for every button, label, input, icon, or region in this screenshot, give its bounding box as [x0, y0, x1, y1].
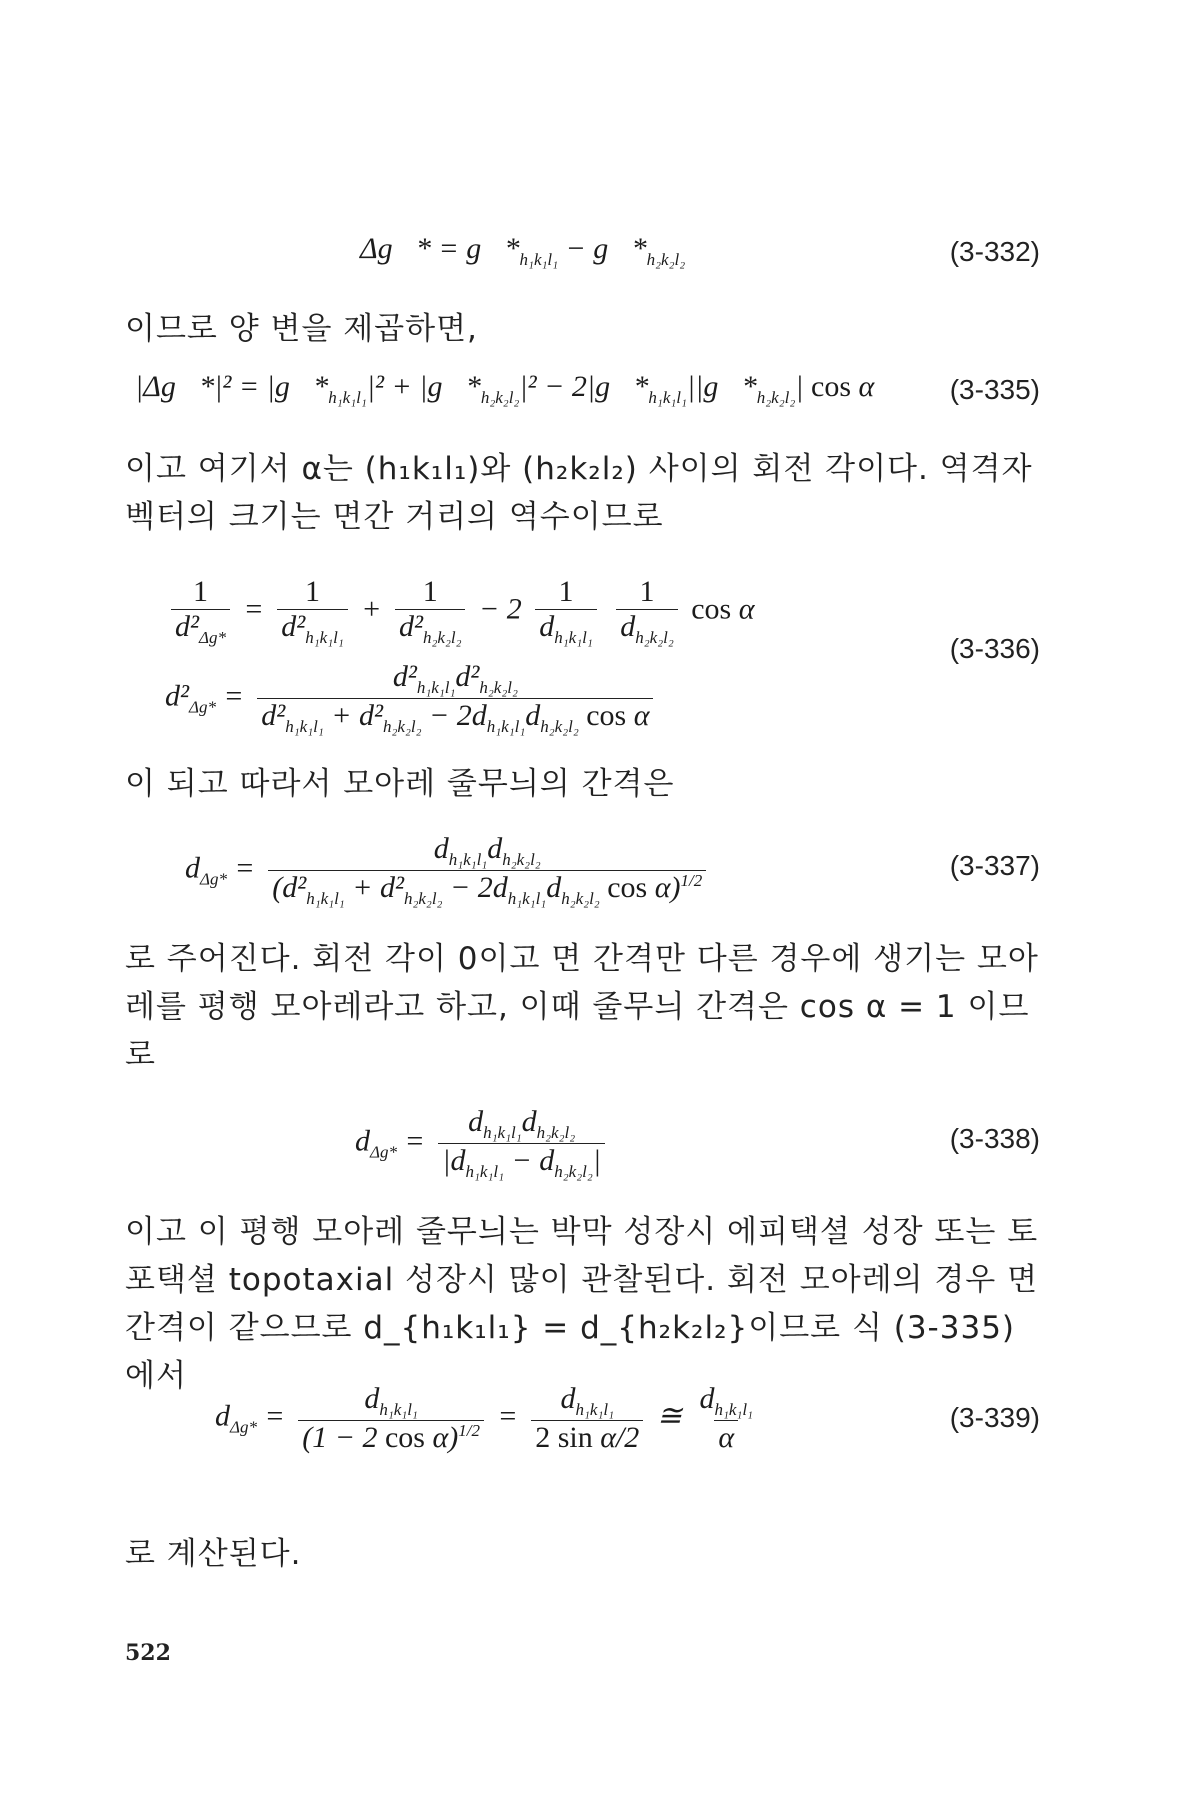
equation-3-336-row [125, 575, 1040, 735]
paragraph-3: 이 되고 따라서 모아레 줄무늬의 간격은 [125, 766, 675, 802]
equation-number: (3-339) [949, 1402, 1040, 1433]
equation-3-332: Δg⃗* = $g⃗*_{h_1k_1l_1}$ − $g⃗*_{h_2k_2l_2}$ [360, 232, 686, 269]
equation-number: (3-335) [949, 374, 1040, 405]
equation-3-338: $d_{\Delta g*}$ = $\frac{d_{h_1k_1l_1}d_{h_2k_2l_2}}{|d_{h_1k_1l_1} - d_{h_2k_2l_2}|}$ [355, 1105, 611, 1182]
equation-3-336a: $\frac{1}{d^2_{\Delta g*}}$ = $\frac{1}{d^2_{h_1k_1l_1}}$ + $\frac{1}{d^2_{h_2k_2l_2}}$ − 2 $\frac{1}{d_{h_1k_1l_1}}$ $\frac{1}{d_{h_2k_2l_2}}$ cos α [165, 575, 754, 648]
equation-3-337: $d_{\Delta g*}$ = $\frac{d_{h_1k_1l_1}d_{h_2k_2l_2}}{(d^2_{h_1k_1l_1} + d^2_{h_2k_2l_2} - 2d_{h_1k_1l_1}d_{h_2k_2l_2} \cos \alpha)^{1/2}}$ [185, 832, 712, 909]
paragraph-1: 이므로 양 변을 제곱하면, [125, 311, 478, 347]
equation-3-337-row [125, 832, 1040, 912]
equation-number: (3-338) [949, 1123, 1040, 1154]
page-number: 522 [125, 1640, 171, 1666]
equation-3-339: $d_{\Delta g*}$ = $\frac{d_{h_1k_1l_1}}{(1 - 2 \cos \alpha)^{1/2}}$ = $\frac{d_{h_1k_1l_1}}{\text{2 sin α/2}}$ ≅ $\frac{d_{h_1k_1l_1}}{\alpha}$ [215, 1382, 753, 1454]
paragraph-5: 이고 이 평행 모아레 줄무늬는 박막 성장시 에피택셜 성장 또는 토포택셜 topotaxial 성장시 많이 관찰된다. 회전 모아레의 경우 면 간격이 같으므로 d_{h₁k₁l₁} = d_{h₂k₂l₂}이므로 식 (3-335)에서 [125, 1214, 1039, 1394]
equation-3-335-row [125, 370, 1040, 420]
equation-3-332-row [125, 232, 1040, 282]
paragraph-6: 로 계산된다. [125, 1536, 302, 1572]
equation-3-335: |Δg⃗*|² = $|g⃗*_{h_1k_1l_1}|^2$ + $|g⃗*_{h_2k_2l_2}|^2$ − $2|g⃗*_{h_1k_1l_1}||g⃗*_{h_2k_2l_2}|$ cos α [135, 370, 875, 407]
equation-number: (3-336) [949, 633, 1040, 664]
equation-3-339-row [125, 1382, 1040, 1482]
paragraph-2: 이고 여기서 α는 (h₁k₁l₁)와 (h₂k₂l₂) 사이의 회전 각이다. 역격자 벡터의 크기는 면간 거리의 역수이므로 [125, 451, 1033, 535]
equation-3-338-row [125, 1105, 1040, 1185]
equation-number: (3-332) [949, 236, 1040, 267]
equation-number: (3-337) [949, 850, 1040, 881]
paragraph-4: 로 주어진다. 회전 각이 0이고 면 간격만 다른 경우에 생기는 모아레를 평행 모아레라고 하고, 이때 줄무늬 간격은 cos α = 1 이므로 [125, 941, 1039, 1073]
equation-3-336b: $d^2_{\Delta g*}$ = $\frac{d^2_{h_1k_1l_1}d^2_{h_2k_2l_2}}{d^2_{h_1k_1l_1} + d^2_{h_2k_2l_2} - 2d_{h_1k_1l_1}d_{h_2k_2l_2} \cos \alpha}$ [165, 660, 659, 737]
